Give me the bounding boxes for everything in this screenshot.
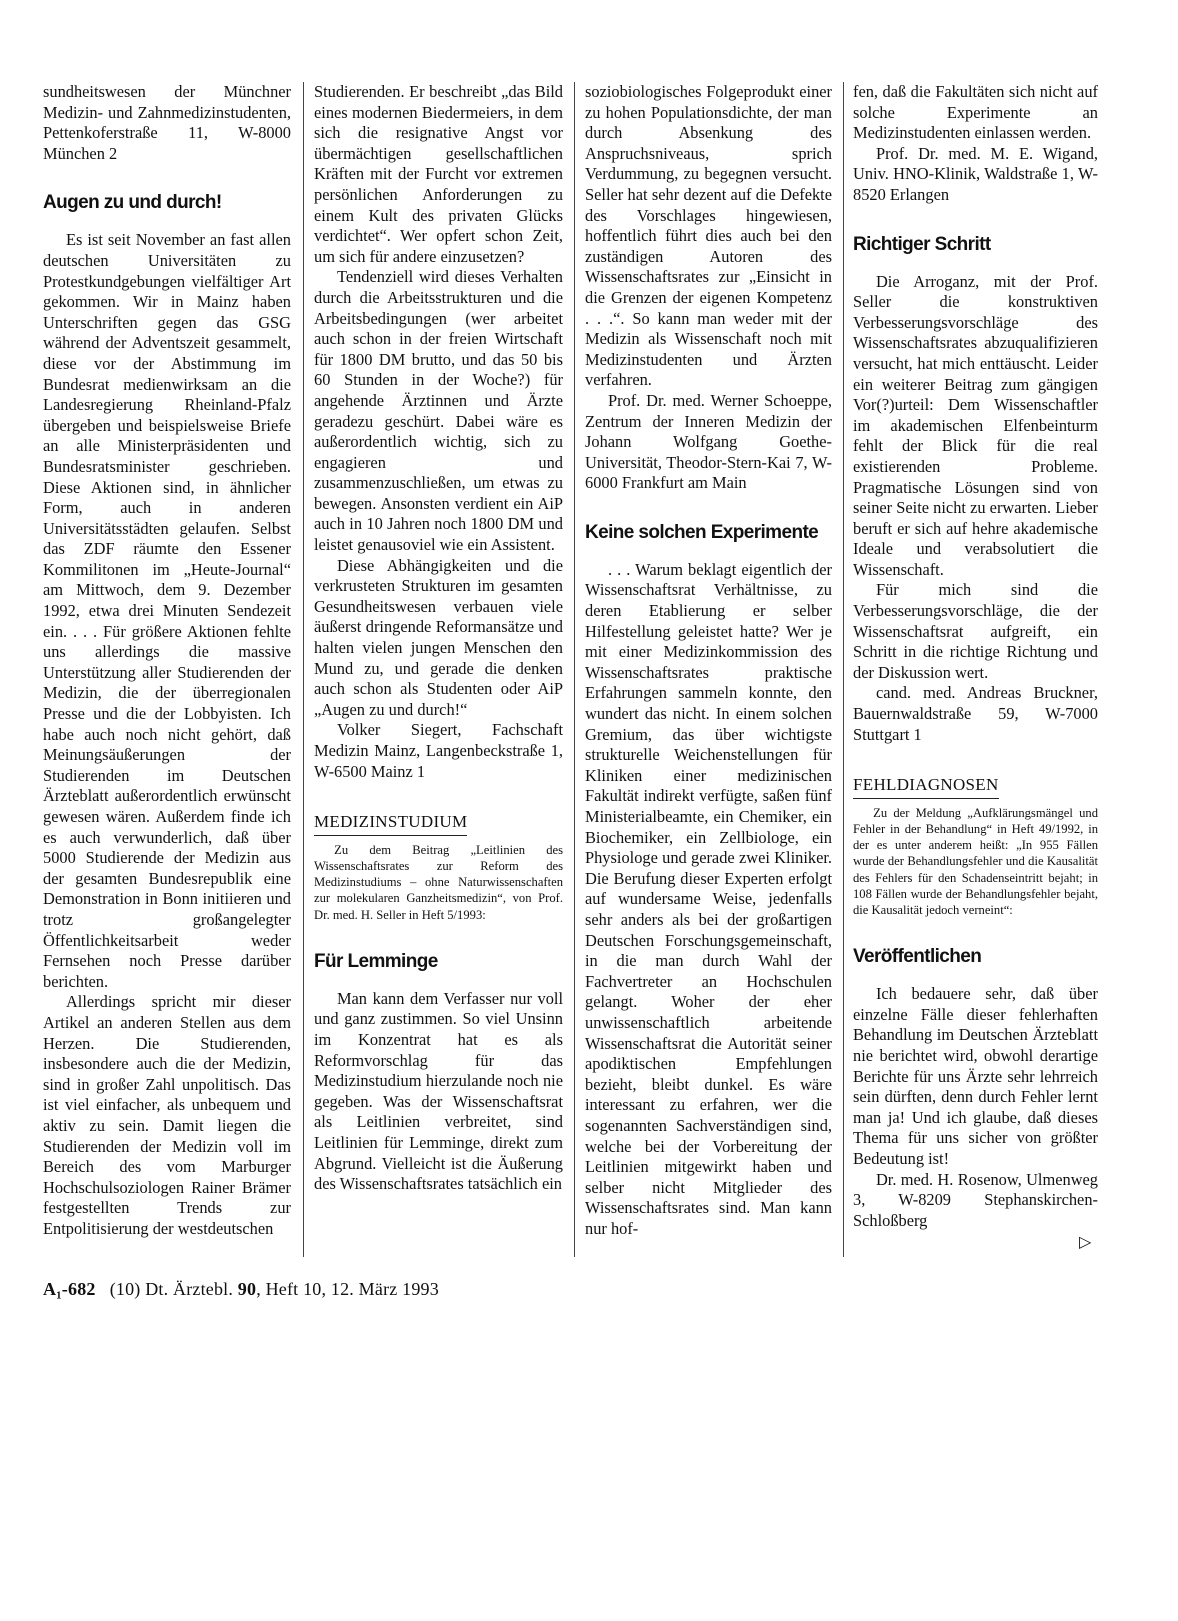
continue-arrow-icon: ▷ — [1079, 1234, 1092, 1251]
section-rubric: MEDIZINSTUDIUM — [314, 812, 467, 836]
column-4 — [853, 82, 1098, 1231]
paragraph: Die Arroganz, mit der Prof. Seller die konstruktiven Verbesserungsvorschläge des Wissenschaftsrates abzuqualifizieren versucht, hat mich enttäuscht. Leider ein weiterer Beitrag zum gängigen Vor(?)urteil: Dem Wissenschaftler im akademischen Elfenbeinturm fehlt der Blick für die real existierenden Probleme. Pragmatische Lösungen sind von seiner Seite nicht zu erwarten. Lieber beruft er sich auf hehre akademische Ideale und verabsolutiert die Wissenschaft. — [853, 271, 1098, 579]
author-signature: Prof. Dr. med. M. E. Wigand, Univ. HNO-Klinik, Waldstraße 1, W-8520 Erlangen — [853, 143, 1098, 204]
paragraph: Tendenziell wird dieses Verhalten durch die Arbeitsstrukturen und die Arbeitsbedingungen (wer arbeitet auch schon in der freien Wirtschaft für 1800 DM brutto, und das 50 bis 60 Stunden in der Woche?) für angehende Ärztinnen und Ärzte geradezu geschürt. Dabei wäre es außerordentlich wichtig, sich zu engagieren und zusammenzuschließen, um etwas zu bewegen. Ansonsten verdient ein AiP auch in 10 Jahren noch 1800 DM und leistet genausoviel wie ein Assistent. — [314, 267, 563, 555]
author-signature: Volker Siegert, Fachschaft Medizin Mainz, Langenbeckstraße 1, W-6500 Mainz 1 — [314, 720, 563, 781]
paragraph: fen, daß die Fakultäten sich nicht auf solche Experimente an Medizinstudenten einlassen werden. — [853, 82, 1098, 143]
author-signature: cand. med. Andreas Bruckner, Bauernwaldstraße 59, W-7000 Stuttgart 1 — [853, 683, 1098, 744]
article-intro: Zu dem Beitrag „Leitlinien des Wissenschaftsrates zur Reform des Medizinstudiums – ohne Naturwissenschaften zur molekularen Ganzheitsmedizin“, von Prof. Dr. med. H. Seller in Heft 5/1993: — [314, 842, 563, 922]
article-heading: Veröffentlichen — [853, 946, 982, 968]
article-heading: Augen zu und durch! — [43, 192, 222, 214]
paragraph: Studierenden. Er beschreibt „das Bild eines modernen Biedermeiers, in dem sich die resignative Angst vor übermächtigen gesellschaftlichen Kräften mit der Furcht vor extremen persönlichen Anforderungen zu einem Kult des privaten Glücks verdichtet“. Wer opfert schon Zeit, um sich für andere einzusetzen? — [314, 82, 563, 266]
paragraph: . . . Warum beklagt eigentlich der Wissenschaftsrat Verhältnisse, zu deren Etablierung er selber Hilfestellung geleistet hatte? Wer je mit einer Medizinkommission des Wissenschaftsrates praktische Erfahrungen sammeln konnte, den wundert das nicht. In einem solchen Gremium, das über wichtigste strukturelle Weichenstellungen für Kliniken einer medizinischen Fakultät indirekt verfügte, saßen fünf Ministerialbeamte, ein Chemiker, ein Biochemiker, ein Zellbiologe, ein Physiologe und gerade zwei Kliniker. Die Berufung dieser Experten erfolgt auf wundersame Weise, jedenfalls sehr anders als bei der großartigen Deutschen Forschungsgemeinschaft, in die man durch Wahl der Fachvertreter an Hochschulen gelangt. Woher der eher unwissenschaftlich arbeitende Wissenschaftsrat die Autorität seiner apodiktischen Empfehlungen bezieht, bleibt dunkel. Es wäre interessant zu erfahren, wer die sogenannten Sachverständigen sind, welche bei der Vorbereitung der Leitlinien mitgewirkt haben und selber nicht Mitglieder des Wissenschaftsrates sind. Man kann nur hof- — [585, 559, 832, 1238]
paragraph: Es ist seit November an fast allen deutschen Universitäten zu Protestkundgebungen vielfältiger Art gekommen. Wir in Mainz haben Unterschriften gegen das GSG während der Adventszeit gesammelt, diese vor der Abstimmung im Bundesrat medienwirksam an die Landesregierung Rheinland-Pfalz übergeben und beispielsweise Briefe an alle Ministerpräsidenten und Bundesratsminister geschrieben. Diese Aktionen sind, in ähnlicher Form, auch in anderen Universitätsstädten gelaufen. Selbst das ZDF räumte den Essener Kommilitonen im „Heute-Journal“ am Mittwoch, dem 9. Dezember 1992, etwa drei Minuten Sendezeit ein. . . . Für größere Aktionen fehlte uns allerdings die massive Unterstützung aller Studierenden der Medizin, die der überregionalen Presse und die der Lobbyisten. Ich habe auch noch nicht gehört, daß Meinungsäußerungen der Studierenden im Deutschen Ärzteblatt außerordentlich erwünscht gewesen wären. Außerdem finde ich es auch verwunderlich, daß über 5000 Studierende der Medizin aus der gesamten Bundesrepublik eine Demonstration in Bonn initiieren und trotz großangelegter Öffentlichkeitsarbeit weder Fernsehen noch Presse darüber berichten. — [43, 230, 291, 991]
paragraph: Man kann dem Verfasser nur voll und ganz zustimmen. So viel Unsinn im Konzentrat hat es als Reformvorschlag für das Medizinstudium hierzulande noch nie gegeben. Was der Wissenschaftsrat als Leitlinien verbreitet, sind Leitlinien für Lemminge, direkt zum Abgrund. Vielleicht ist die Äußerung des Wissenschaftsrates tatsächlich ein — [314, 988, 563, 1194]
author-signature: Dr. med. H. Rosenow, Ulmenweg 3, W-8209 Stephanskirchen-Schloßberg — [853, 1169, 1098, 1230]
journal-issue: , Heft 10, 12. März 1993 — [256, 1279, 439, 1299]
paragraph: Allerdings spricht mir dieser Artikel an anderen Stellen aus dem Herzen. Die Studierenden, insbesondere auch die der Medizin, sind in großer Zahl unpolitisch. Das ist viel einfacher, als unbequem und aktiv zu sein. Damit liegen die Studierenden der Medizin voll im Bereich des vom Marburger Hochschulsoziologen Rainer Brämer festgestellten Trends zur Entpolitisierung der westdeutschen — [43, 992, 291, 1238]
column-3 — [585, 82, 832, 1239]
paragraph: soziobiologisches Folgeprodukt einer zu hohen Populationsdichte, der man durch Absenkung des Anspruchsniveaus, sprich Verdummung, zu begegnen versucht. Seller hat sehr dezent auf die Defekte des Vorschlages hingewiesen, hoffentlich führt dies auch bei den zuständigen Autoren des Wissenschaftsrates zur „Einsicht in die Grenzen der eigenen Kompetenz . . .“. So kann man weder mit der Medizin als Wissenschaft noch mit Medizinstudenten und Ärzten verfahren. — [585, 82, 832, 390]
column-2 — [314, 82, 563, 1195]
column-1 — [43, 82, 291, 1239]
paragraph: Für mich sind die Verbesserungsvorschläge, die der Wissenschaftsrat aufgreift, ein Schritt in die richtige Richtung und der Diskussion wert. — [853, 580, 1098, 682]
page-number: A₁-682 — [43, 1279, 96, 1299]
paragraph: Ich bedauere sehr, daß über einzelne Fälle dieser fehlerhaften Behandlung im Deutschen Ärzteblatt nie berichtet wird, obwohl derartige Berichte für uns Ärzte sehr lehrreich sein dürften, denn durch Fehler lernt man ja! Und ich glaube, daß dieses Thema für uns sicher von größter Bedeutung ist! — [853, 984, 1098, 1168]
section-rubric: FEHLDIAGNOSEN — [853, 775, 999, 799]
article-heading: Keine solchen Experimente — [585, 521, 819, 543]
article-intro: Zu der Meldung „Aufklärungsmängel und Fehler in der Behandlung“ in Heft 49/1992, in der es unter anderem heißt: „In 955 Fällen wurde der Behandlungsfehler und die Kausalität des Fehlers für den Schadenseintritt bejaht; in 108 Fällen wurde der Behandlungsfehler bejaht, die Kausalität jedoch verneint“: — [853, 805, 1098, 918]
journal-volume: 90 — [237, 1279, 257, 1299]
column-rule-1 — [303, 82, 304, 1257]
page-footer — [43, 1279, 439, 1300]
column-rule-2 — [574, 82, 575, 1257]
article-heading: Richtiger Schritt — [853, 233, 991, 255]
journal-name: (10) Dt. Ärztebl. — [109, 1279, 234, 1299]
paragraph: sundheitswesen der Münchner Medizin- und Zahnmedizinstudenten, Pettenkoferstraße 11, W-8000 München 2 — [43, 82, 291, 163]
paragraph: Diese Abhängigkeiten und die verkrusteten Strukturen im gesamten Gesundheitswesen verbauen viele äußerst dringende Reformansätze und halten vielen jungen Menschen den Mund zu, und gerade die denken auch schon als Studenten oder AiP „Augen zu und durch!“ — [314, 555, 563, 719]
author-signature: Prof. Dr. med. Werner Schoeppe, Zentrum der Inneren Medizin der Johann Wolfgang Goethe-Universität, Theodor-Stern-Kai 7, W-6000 Frankfurt am Main — [585, 390, 832, 493]
column-rule-3 — [843, 82, 844, 1257]
article-heading: Für Lemminge — [314, 950, 438, 972]
